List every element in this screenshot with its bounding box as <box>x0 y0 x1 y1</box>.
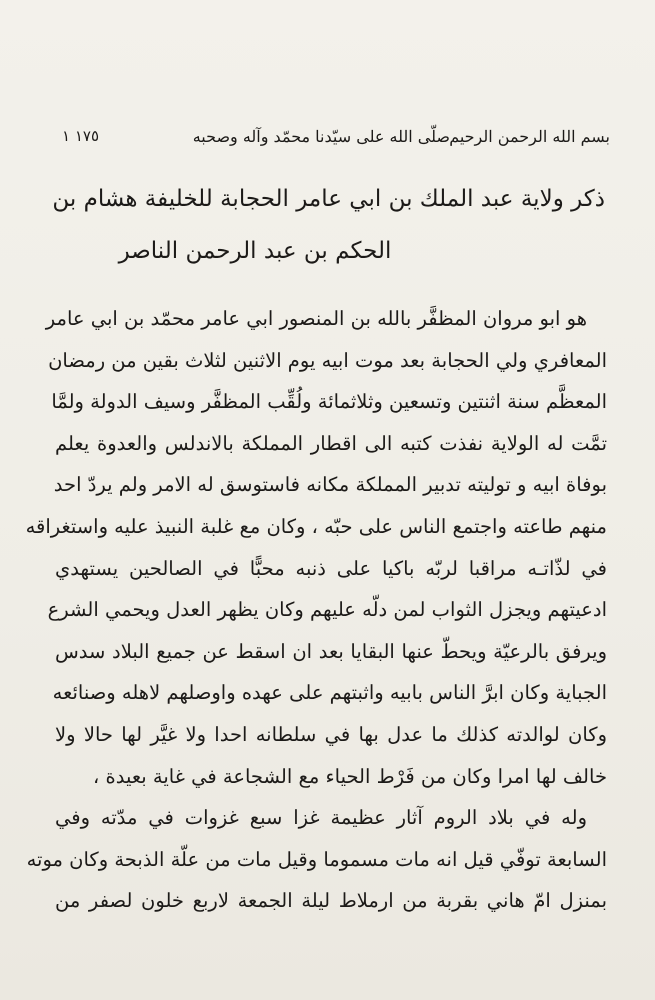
text-line: المعافري ولي الحجابة بعد موت ابيه يوم الاثنين لثلاث بقين من رمضان <box>48 348 607 372</box>
text-line: ادعيتهم ويجزل الثواب لمن دلّه عليهم وكان يظهر العدل ويحمي الشرع <box>47 598 607 622</box>
chapter-title-line-1: ذكر ولاية عبد الملك بن ابي عامر الحجابة للخليفة هشام بن <box>52 186 605 212</box>
folio-number: ١٧٥ ١ <box>62 127 100 145</box>
header-basmala: بسم الله الرحمن الرحيم <box>449 127 610 146</box>
body-text <box>25 298 607 922</box>
text-line: هو ابو مروان المظفَّر بالله بن المنصور ابي عامر محمّد بن ابي عامر <box>45 307 587 330</box>
text-line: منهم طاعته واجتمع الناس على حبّه ، وكان مع غلبة النبيذ عليه واستغراقه <box>25 514 607 538</box>
chapter-title-line-2: الحكم بن عبد الرحمن الناصر <box>118 238 392 264</box>
text-line: خالف لها امرا وكان من فَرْط الحياء مع الشجاعة في غاية بعيدة ، <box>93 764 607 788</box>
text-line: الجباية وكان ابرَّ الناس بابيه واثبتهم على عهده واوصلهم لاهله وصنائعه <box>52 681 607 705</box>
running-header <box>62 127 610 157</box>
text-line: تمَّت له الولاية نفذت كتبه الى اقطار المملكة بالاندلس والعدوة يعلم <box>55 431 607 455</box>
text-line: وكان لوالدته كذلك ما عدل بها في سلطانه احدا ولا غيَّر لها حالا ولا <box>55 722 607 746</box>
text-line: في لذّاتـه مراقبا لربّه باكيا على ذنبه محبًّا في الصالحين يستهدي <box>55 556 607 580</box>
text-line: المعظَّم سنة اثنتين وتسعين وثلاثمائة ولُقِّب المظفَّر وسيف الدولة ولمَّا <box>51 390 607 414</box>
header-salawat: صلّى الله على سيّدنا محمّد وآله وصحبه <box>192 127 450 146</box>
text-line: بمنزل امّ هاني بقربة من ارملاط ليلة الجمعة لاربع خلون لصفر من <box>55 889 607 913</box>
text-line: وله في بلاد الروم آثار عظيمة غزا سبع غزوات في مدّته وفي <box>55 806 587 830</box>
text-line: بوفاة ابيه و توليته تدبير المملكة مكانه فاستوسق له الامر ولم يردّ احد <box>53 473 607 497</box>
text-line: ويرفق بالرعيّة ويحطّ عنها البقايا بعد ان اسقط عن جميع البلاد سدس <box>55 639 607 663</box>
text-line: السابعة توفّي قيل انه مات مسموما وقيل مات من علّة الذبحة وكان موته <box>26 847 607 871</box>
